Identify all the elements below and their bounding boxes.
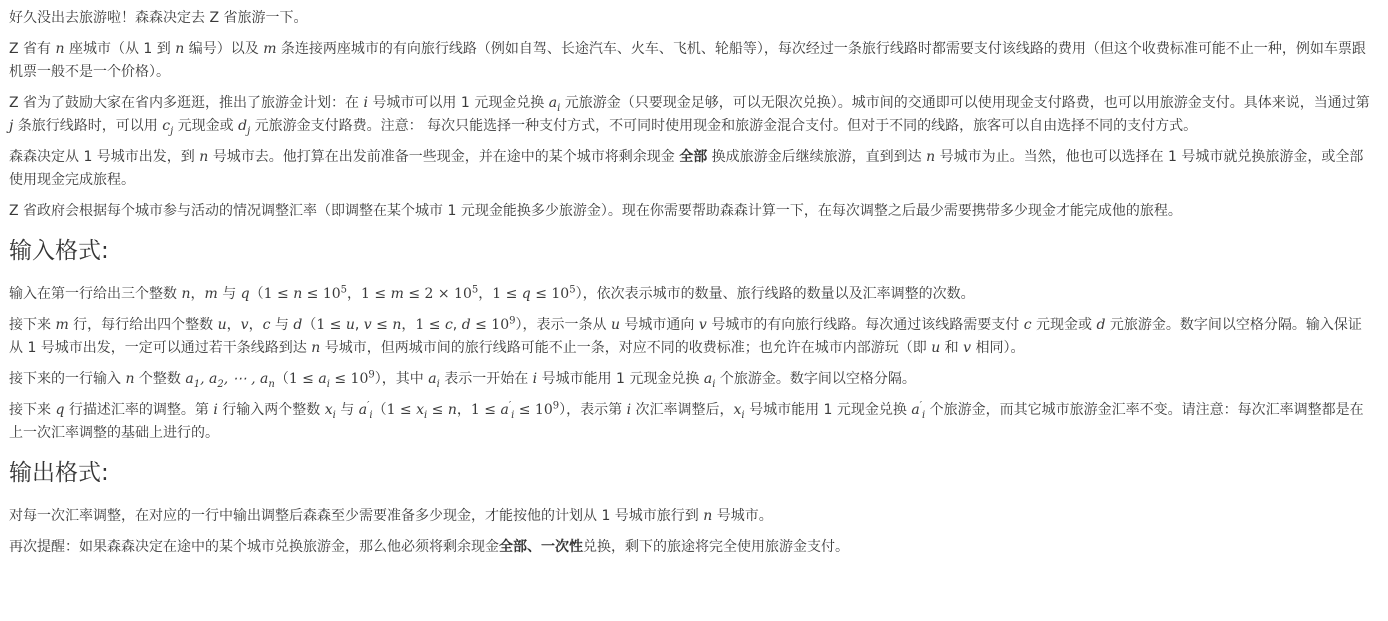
output-line-1: 对每一次汇率调整，在对应的一行中输出调整后森森至少需要准备多少现金，才能按他的计划从 1 号城市旅行到 n 号城市。 [9,508,773,524]
intro-paragraph-4: 森森决定从 1 号城市出发，到 n 号城市去。他打算在出发前准备一些现金，并在途中的某个城市将剩余现金 全部 换成旅游金后继续旅游，直到到达 n 号城市为止。当然，他也可以选择在 1 号城市就兑换旅游金，或全部使用现金完成旅程。 [9,149,1364,188]
input-line-1: 输入在第一行给出三个整数 n，m 与 $q(1 \le n \le 10^5$，$1 \le m \le 2 \times 10^5$，$1 \le q \le 10^5$），依次表示城市的数量、旅行线路的数量以及汇率调整的次数。 [9,284,975,302]
intro-paragraph-2: Z 省有 n 座城市（从 1 到 n 编号）以及 m 条连接两座城市的有向旅行线路（例如自驾、长途汽车、火车、飞机、轮船等），每次经过一条旅行线路时都需要支付该线路的费用（但这个收费标准可能不止一种，例如车票跟机票一般不是一个价格）。 [9,41,1366,80]
output-line-2: 再次提醒：如果森森决定在途中的某个城市兑换旅游金，那么他必须将剩余现金全部、一次性兑换，剩下的旅途将完全使用旅游金支付。 [9,539,849,555]
intro-paragraph-1: 好久没出去旅游啦！森森决定去 Z 省旅游一下。 [9,10,308,26]
input-line-2: 接下来 m 行，每行给出四个整数 u，v，c 与 d（1 ≤ u, v ≤ n，1 ≤ c, $d \le 10^9$），表示一条从 u 号城市通向 v 号城市的有向旅行线路。每次通过该线路需要支付 c 元现金或 d 元旅游金。数字间以空格分隔。输入保证从 1 号城市出发，一定可以通过若干条线路到达 n 号城市，但两城市间的旅行线路可能不止一条，对应不同的收费标准；也允许在城市内部游玩（即 u 和 v 相同）。 [9,315,1362,356]
input-line-4: 接下来 q 行描述汇率的调整。第 i 行输入两个整数 $x_i$ 与 $a'_i(1 \le x_i \le n$，$1 \le a'_i \le 10^9$），表示第 i 次汇率调整后，$x_i$ 号城市能用 1 元现金兑换 $a'_i$ 个旅游金，而其它城市旅游金汇率不变。请注意：每次汇率调整都是在上一次汇率调整的基础上进行的。 [9,400,1364,441]
intro-paragraph-3: Z 省为了鼓励大家在省内多逛逛，推出了旅游金计划：在 i 号城市可以用 1 元现金兑换 $a_i$ 元旅游金（只要现金足够，可以无限次兑换）。城市间的交通即可以使用现金支付路费，也可以用旅游金支付。具体来说，当通过第 j 条旅行线路时，可以用 $c_j$ 元现金或 $d_j$ 元旅游金支付路费。注意： 每次只能选择一种支付方式，不可同时使用现金和旅游金混合支付。但对于不同的线路，旅客可以自由选择不同的支付方式。 [9,95,1370,137]
input-line-3: 接下来的一行输入 n 个整数 $a_1$, $a_2$, ⋯ , $a_n(1 \le a_i \le 10^9)$，其中 $a_i$ 表示一开始在 i 号城市能用 1 元现金兑换 $a_i$ 个旅游金。数字间以空格分隔。 [9,369,916,390]
output-format-heading: 输出格式: [9,460,109,486]
input-format-heading: 输入格式: [9,238,109,264]
intro-paragraph-5: Z 省政府会根据每个城市参与活动的情况调整汇率（即调整在某个城市 1 元现金能换多少旅游金）。现在你需要帮助森森计算一下，在每次调整之后最少需要携带多少现金才能完成他的旅程。 [9,203,1182,219]
